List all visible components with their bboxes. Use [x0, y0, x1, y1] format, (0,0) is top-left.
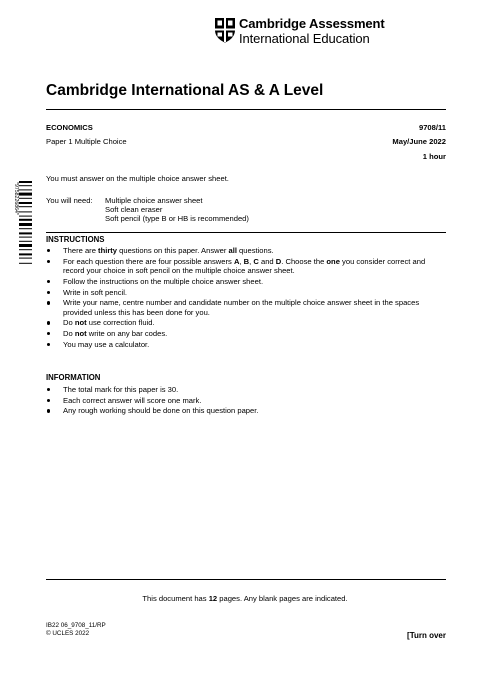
text: There are: [63, 246, 99, 255]
turn-over: [Turn over: [407, 631, 446, 640]
barcode-bar: [19, 232, 32, 234]
barcode-bar: [19, 263, 32, 264]
instructions-heading: INSTRUCTIONS: [46, 235, 105, 244]
logo-line2: International Education: [239, 31, 370, 46]
text: Follow the instructions on the multiple choice answer sheet.: [63, 276, 264, 286]
instruction-item: [46, 246, 446, 255]
need-list: [105, 196, 249, 223]
text: Do: [63, 318, 75, 328]
need-item: Multiple choice answer sheet: [105, 196, 203, 205]
instructions-divider: [46, 232, 446, 233]
answer-instruction: You must answer on the multiple choice answer sheet.: [46, 174, 229, 183]
information-heading: INFORMATION: [46, 373, 101, 382]
instruction-item: [46, 257, 446, 276]
title-divider: [46, 109, 446, 110]
crest-icon: [214, 17, 236, 43]
footer-text-end: pages. Any blank pages are indicated.: [217, 594, 348, 603]
barcode-bar: [19, 228, 32, 229]
information-list: [46, 385, 446, 417]
footer-divider: [46, 579, 446, 580]
barcode-bar: [19, 241, 32, 242]
paper-name: Paper 1 Multiple Choice: [46, 137, 127, 146]
barcode-bar: [19, 206, 32, 207]
need-item: Soft pencil (type B or HB is recommended): [105, 214, 249, 223]
instructions-list: [46, 246, 446, 350]
page-count: 12: [208, 594, 218, 603]
barcode-bar: [19, 249, 32, 250]
text: you consider correct and record your choice in soft pencil on the multiple choice answer sheet.: [63, 256, 426, 276]
instruction-item: [46, 277, 446, 286]
text: For each question there are four possible answers: [63, 256, 234, 266]
barcode-bar: [19, 202, 32, 204]
barcode-bar: [19, 216, 32, 217]
emphasis: C: [253, 256, 259, 266]
emphasis: all: [228, 246, 237, 255]
instruction-item: [46, 288, 446, 297]
print-info: [46, 622, 106, 638]
emphasis: D: [275, 256, 282, 266]
text: . Choose the: [281, 256, 327, 266]
emphasis: not: [74, 318, 87, 328]
copyright: © UCLES 2022: [46, 630, 90, 637]
text: Do: [63, 329, 75, 339]
barcode-bar: [19, 253, 32, 255]
barcode-bar: [19, 181, 32, 183]
text: ,: [239, 256, 244, 266]
barcode-bar: [19, 185, 32, 186]
text: use correction fluid.: [86, 318, 155, 328]
information-item: The total mark for this paper is 30.: [46, 385, 446, 394]
footer-text-start: This document has: [142, 594, 209, 603]
barcode-bar: [19, 244, 32, 247]
emphasis: one: [326, 256, 340, 266]
instruction-item: [46, 298, 446, 317]
need-item: Soft clean eraser: [105, 205, 163, 214]
barcode-bar: [19, 189, 32, 190]
barcode-bar: [19, 258, 32, 259]
cambridge-logo: [214, 16, 385, 46]
information-item: Any rough working should be done on this question paper.: [46, 406, 446, 415]
logo-line1: Cambridge Assessment: [239, 16, 385, 31]
barcode-bar: [19, 193, 32, 196]
exam-duration: 1 hour: [422, 152, 446, 161]
emphasis: A: [233, 256, 240, 266]
text: and: [258, 256, 276, 266]
emphasis: thirty: [98, 246, 118, 255]
syllabus-code: 9708/11: [418, 123, 446, 132]
barcode-bar: [19, 219, 32, 221]
barcode-bar: [19, 237, 32, 238]
emphasis: B: [243, 256, 250, 266]
text: questions on this paper. Answer: [117, 246, 229, 255]
text: Write your name, centre number and candidate number on the multiple choice answer sheet in the spaces provided unless this has been done for you.: [63, 298, 420, 317]
text: Write in soft pencil.: [63, 287, 128, 297]
text: questions.: [236, 246, 274, 255]
text: You may use a calculator.: [63, 339, 150, 349]
page-count-note: [0, 594, 490, 603]
subject: ECONOMICS: [46, 123, 93, 132]
instruction-item: [46, 340, 446, 349]
instruction-item: [46, 329, 446, 338]
instruction-item: [46, 318, 446, 327]
barcode-text: *9758226864*: [13, 182, 19, 215]
barcode-bar: [19, 198, 32, 199]
barcode: [11, 181, 33, 265]
barcode-bar: [19, 211, 32, 212]
text: ,: [249, 256, 254, 266]
text: write on any bar codes.: [86, 329, 168, 339]
exam-session: May/June 2022: [392, 137, 446, 146]
barcode-bar: [19, 223, 32, 226]
emphasis: not: [74, 329, 87, 339]
qualification-title: Cambridge International AS & A Level: [46, 82, 324, 99]
print-code: IB22 06_9708_11/RP: [46, 622, 106, 629]
information-item: Each correct answer will score one mark.: [46, 396, 446, 405]
need-label: You will need:: [46, 196, 93, 205]
